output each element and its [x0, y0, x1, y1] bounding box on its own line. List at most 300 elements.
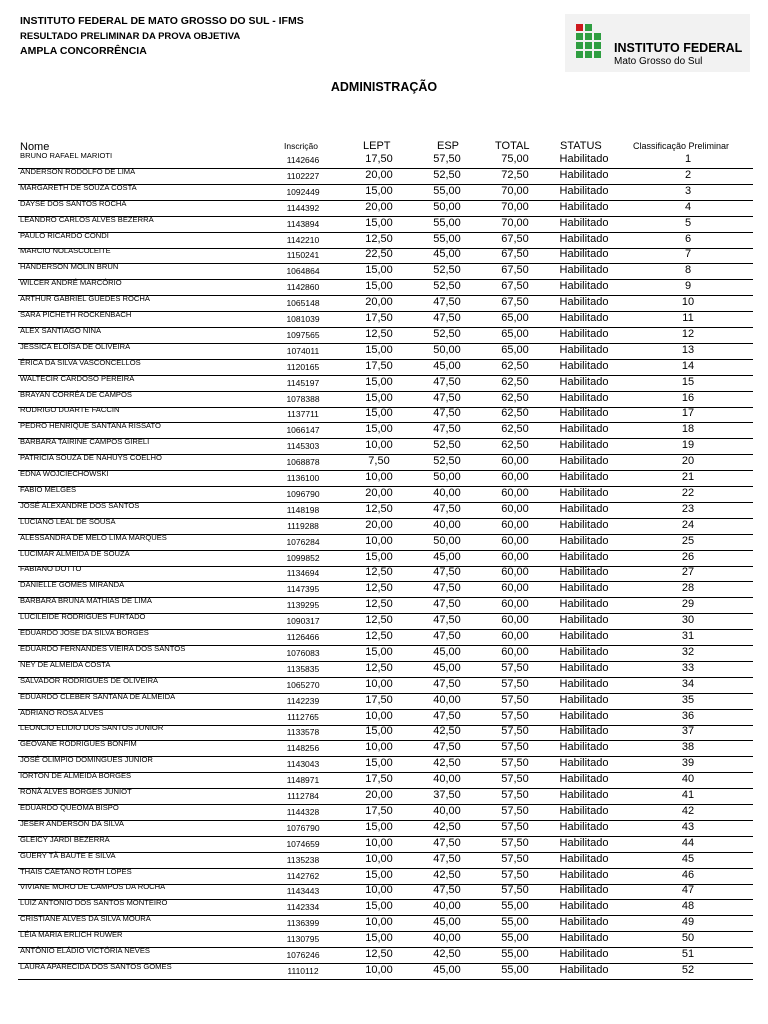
esp-score: 50,00	[433, 200, 461, 213]
lept-score: 10,00	[365, 963, 393, 976]
status-value: Habilitado	[559, 645, 609, 658]
total-score: 70,00	[501, 184, 529, 197]
lept-score: 15,00	[365, 375, 393, 388]
total-score: 75,00	[501, 153, 529, 165]
logo-square	[594, 42, 601, 49]
total-score: 67,50	[501, 248, 529, 261]
status-value: Habilitado	[559, 566, 609, 579]
esp-score: 40,00	[433, 804, 461, 817]
classification-rank: 32	[681, 645, 695, 658]
total-score: 60,00	[501, 566, 529, 579]
esp-score: 42,50	[433, 757, 461, 770]
inscricao-number: 1112784	[287, 791, 319, 801]
status-value: Habilitado	[559, 868, 609, 881]
status-value: Habilitado	[559, 407, 609, 420]
lept-score: 12,50	[365, 948, 393, 960]
status-value: Habilitado	[559, 296, 609, 309]
category-label: AMPLA CONCORRÊNCIA	[20, 45, 147, 57]
col-name: Nome	[20, 141, 50, 153]
candidate-name: LUCIANO LEAL DE SOUSA	[20, 516, 116, 526]
lept-score: 15,00	[365, 184, 393, 197]
esp-score: 45,00	[433, 916, 461, 929]
lept-score: 22,50	[365, 248, 393, 261]
table-row	[18, 915, 753, 932]
inscricao-number: 1148256	[286, 743, 320, 754]
status-value: Habilitado	[559, 693, 609, 706]
candidate-name: ALESSANDRA DE MELO LIMA MARQUES	[20, 532, 167, 542]
esp-score: 47,50	[433, 423, 461, 436]
esp-score: 40,00	[433, 773, 461, 786]
lept-score: 12,50	[365, 598, 393, 611]
classification-rank: 30	[681, 614, 695, 627]
candidate-name: PAULO RICARDO CONDI	[20, 230, 109, 240]
inscricao-number: 1092449	[286, 186, 320, 197]
table-row	[18, 263, 753, 280]
total-score: 60,00	[501, 486, 529, 499]
total-score: 60,00	[501, 502, 529, 515]
lept-score: 20,00	[365, 789, 393, 801]
lept-score: 20,00	[365, 168, 393, 181]
lept-score: 15,00	[365, 391, 393, 404]
esp-score: 47,50	[433, 598, 461, 611]
classification-rank: 40	[681, 773, 695, 786]
esp-score: 47,50	[433, 741, 461, 754]
esp-score: 47,50	[433, 677, 461, 690]
status-value: Habilitado	[559, 280, 609, 293]
inscricao-number: 1076790	[286, 822, 320, 833]
page-title: ADMINISTRAÇÃO	[330, 80, 438, 94]
status-value: Habilitado	[559, 709, 609, 722]
candidate-name: DAYSE DOS SANTOS ROCHA	[20, 198, 127, 208]
inscricao-number: 1136100	[286, 473, 320, 483]
classification-rank: 3	[684, 184, 692, 197]
status-value: Habilitado	[559, 200, 609, 213]
classification-rank: 4	[684, 200, 692, 213]
esp-score: 55,00	[433, 184, 461, 197]
lept-score: 17,50	[365, 153, 393, 165]
total-score: 70,00	[501, 216, 529, 229]
classification-rank: 11	[682, 312, 694, 324]
lept-score: 20,00	[365, 518, 393, 531]
esp-score: 47,50	[433, 709, 461, 722]
classification-rank: 17	[681, 407, 695, 420]
logo-square	[576, 51, 583, 58]
candidate-name: EDUARDO FERNANDES VIEIRA DOS SANTOS	[20, 643, 186, 653]
candidate-name: THAIS CAETANO ROTH LOPES	[20, 866, 132, 876]
status-value: Habilitado	[559, 614, 609, 627]
classification-rank: 42	[681, 804, 695, 817]
inscricao-number: 1068878	[286, 457, 320, 468]
lept-score: 20,00	[365, 486, 393, 499]
status-value: Habilitado	[559, 423, 609, 436]
inscricao-number: 1148971	[286, 775, 320, 786]
candidate-name: ARTHUR GABRIEL GUEDES ROCHA	[20, 294, 150, 304]
status-value: Habilitado	[559, 391, 609, 404]
inscricao-number: 1076284	[286, 536, 320, 547]
candidate-name: WALTECIR CARDOSO PEREIRA	[20, 373, 135, 383]
lept-score: 17,50	[365, 359, 393, 372]
status-value: Habilitado	[559, 232, 609, 245]
status-value: Habilitado	[559, 884, 609, 897]
esp-score: 52,50	[433, 327, 461, 340]
table-row	[18, 247, 753, 264]
lept-score: 15,00	[365, 757, 393, 770]
status-value: Habilitado	[559, 963, 609, 976]
classification-rank: 9	[684, 280, 692, 293]
lept-score: 17,50	[365, 693, 393, 706]
lept-score: 17,50	[365, 804, 393, 817]
inscricao-number: 1143894	[286, 218, 320, 229]
classification-rank: 10	[681, 296, 695, 309]
status-value: Habilitado	[559, 455, 609, 468]
total-score: 57,50	[501, 836, 529, 849]
inscricao-number: 1142646	[286, 155, 320, 165]
candidate-name: ADRIANO ROSA ALVES	[20, 707, 104, 717]
classification-rank: 8	[684, 264, 692, 277]
classification-rank: 52	[681, 963, 695, 976]
col-esp: ESP	[437, 140, 460, 152]
status-value: Habilitado	[559, 264, 609, 277]
esp-score: 40,00	[433, 900, 461, 913]
status-value: Habilitado	[559, 216, 609, 229]
esp-score: 47,50	[433, 614, 461, 627]
candidate-name: DANIELLE GOMES MIRANDA	[20, 580, 125, 590]
classification-rank: 44	[681, 836, 695, 849]
esp-score: 42,50	[433, 820, 461, 833]
logo-square	[576, 42, 583, 49]
classification-rank: 27	[681, 566, 695, 579]
status-value: Habilitado	[559, 153, 609, 165]
logo-square	[576, 33, 583, 40]
logo-line2: Mato Grosso do Sul	[614, 56, 703, 67]
candidate-name: BRAYAN CORRÊA DE CAMPOS	[20, 389, 132, 399]
classification-rank: 28	[681, 582, 695, 595]
candidate-name: EDUARDO QUEOMA BISPO	[20, 802, 119, 812]
esp-score: 40,00	[433, 693, 461, 706]
total-score: 62,50	[501, 391, 529, 404]
status-value: Habilitado	[559, 168, 609, 181]
status-value: Habilitado	[559, 948, 609, 960]
total-score: 57,50	[501, 677, 529, 690]
candidate-name: JESSICA ELOÍSA DE OLIVEIRA	[20, 341, 131, 351]
esp-score: 42,50	[433, 868, 461, 881]
candidate-name: BARBARA TAIRINE CAMPOS GIRELI	[20, 437, 150, 447]
inscricao-number: 1119288	[287, 520, 319, 531]
candidate-name: PEDRO HENRIQUE SANTANA RISSATO	[20, 421, 161, 431]
classification-rank: 15	[681, 375, 695, 388]
status-value: Habilitado	[559, 916, 609, 929]
esp-score: 52,50	[433, 439, 461, 452]
logo-square	[585, 42, 592, 49]
inscricao-number: 1078388	[286, 393, 320, 404]
table-row	[18, 645, 753, 662]
status-value: Habilitado	[559, 359, 609, 372]
col-lept: LEPT	[363, 140, 391, 152]
candidate-name: GUERY TÃ BAUTE E SILVA	[20, 850, 116, 860]
total-score: 62,50	[501, 375, 529, 388]
candidate-name: MARCIO NOLASCOLEITE	[20, 246, 111, 256]
lept-score: 10,00	[365, 471, 393, 483]
status-value: Habilitado	[559, 820, 609, 833]
lept-score: 17,50	[365, 773, 393, 786]
inscricao-number: 1110112	[287, 965, 319, 976]
inscricao-number: 1065270	[286, 679, 320, 690]
candidate-name: RODRIGO DUARTE FACCIN	[20, 405, 120, 415]
ifms-logo	[565, 14, 750, 72]
inscricao-number: 1142334	[286, 902, 320, 913]
logo-square	[585, 24, 592, 31]
classification-rank: 25	[681, 534, 695, 547]
total-score: 55,00	[501, 963, 529, 976]
status-value: Habilitado	[559, 789, 609, 801]
total-score: 55,00	[501, 916, 529, 929]
table-row	[18, 788, 753, 805]
candidate-name: ANDERSON RODOLFO DE LIMA	[20, 166, 136, 176]
lept-score: 12,50	[365, 566, 393, 579]
candidate-name: LAURA APARECIDA DOS SANTOS GOMES	[20, 961, 172, 971]
classification-rank: 21	[681, 471, 695, 483]
candidate-name: FABIANO DOTTO	[20, 564, 82, 574]
classification-rank: 47	[681, 884, 695, 897]
lept-score: 12,50	[365, 502, 393, 515]
status-value: Habilitado	[559, 486, 609, 499]
candidate-name: JESER ANDERSON DA SILVA	[20, 818, 124, 828]
esp-score: 47,50	[433, 582, 461, 595]
candidate-name: JOSÉ ALEXANDRE DOS SANTOS	[20, 500, 140, 510]
classification-rank: 12	[681, 327, 695, 340]
lept-score: 15,00	[365, 280, 393, 293]
classification-rank: 2	[684, 168, 692, 181]
esp-score: 47,50	[433, 566, 461, 579]
candidate-name: EDUARDO CLEBER SANTANA DE ALMEIDA	[20, 691, 176, 701]
total-score: 57,50	[501, 693, 529, 706]
classification-rank: 23	[681, 502, 695, 515]
lept-score: 10,00	[365, 916, 393, 929]
total-score: 60,00	[501, 582, 529, 595]
lept-score: 15,00	[365, 868, 393, 881]
candidate-name: SARA PICHETH ROCKENBACH	[20, 310, 132, 319]
lept-score: 15,00	[365, 725, 393, 738]
logo-square	[594, 51, 601, 58]
total-score: 55,00	[501, 900, 529, 913]
candidate-name: EDNA WOJCIECHOWSKI	[20, 469, 109, 478]
inscricao-number: 1150241	[286, 250, 320, 261]
classification-rank: 43	[681, 820, 695, 833]
candidate-name: JOSÉ OLIMPIO DOMINGUES JUNIOR	[20, 755, 153, 765]
classification-rank: 7	[684, 248, 692, 261]
classification-rank: 51	[681, 948, 695, 960]
table-row	[18, 391, 753, 408]
esp-score: 45,00	[433, 248, 461, 261]
candidate-name: LUCILEIDE RODRIGUES FURTADO	[20, 612, 146, 622]
table-row	[18, 804, 753, 821]
col-total: TOTAL	[495, 140, 530, 152]
result-title: RESULTADO PRELIMINAR DA PROVA OBJETIVA	[20, 31, 241, 42]
classification-rank: 37	[681, 725, 695, 738]
logo-square	[585, 51, 592, 58]
inscricao-number: 1142239	[286, 695, 320, 706]
inscricao-number: 1142762	[286, 870, 320, 881]
total-score: 62,50	[501, 359, 529, 372]
table-row	[18, 550, 753, 567]
status-value: Habilitado	[559, 757, 609, 770]
inscricao-number: 1066147	[286, 425, 320, 436]
classification-rank: 45	[681, 852, 695, 865]
inscricao-number: 1135238	[286, 854, 320, 865]
candidate-name: FABIO MELGES	[20, 484, 77, 494]
esp-score: 55,00	[433, 232, 461, 245]
inscricao-number: 1145197	[286, 377, 320, 388]
total-score: 60,00	[501, 471, 529, 483]
lept-score: 12,50	[365, 614, 393, 627]
esp-score: 47,50	[433, 884, 461, 897]
inscricao-number: 1130795	[286, 934, 320, 945]
status-value: Habilitado	[559, 534, 609, 547]
candidate-name: WILCER ANDRÉ MARCÓRIO	[20, 278, 122, 288]
inscricao-number: 1139295	[286, 600, 320, 611]
classification-rank: 6	[684, 232, 692, 245]
table-row	[18, 184, 753, 201]
total-score: 67,50	[501, 232, 529, 245]
status-value: Habilitado	[559, 773, 609, 786]
status-value: Habilitado	[559, 343, 609, 356]
total-score: 60,00	[501, 614, 529, 627]
logo-square	[594, 33, 601, 40]
candidate-name: GEOVANE RODRIGUES BONFIM	[20, 739, 137, 749]
inscricao-number: 1142860	[286, 282, 320, 293]
lept-score: 10,00	[365, 534, 393, 547]
total-score: 55,00	[501, 932, 529, 945]
status-value: Habilitado	[559, 836, 609, 849]
institution-name: INSTITUTO FEDERAL DE MATO GROSSO DO SUL - IFMS	[20, 15, 304, 27]
classification-rank: 13	[681, 343, 695, 356]
candidate-name: IORTON DE ALMEIDA BORGES	[20, 771, 132, 781]
table-row	[18, 216, 753, 233]
status-value: Habilitado	[559, 502, 609, 515]
logo-square	[585, 33, 592, 40]
total-score: 65,00	[501, 327, 529, 340]
esp-score: 45,00	[433, 550, 461, 563]
inscricao-number: 1136399	[286, 918, 320, 929]
total-score: 60,00	[501, 534, 529, 547]
table-row	[18, 502, 753, 519]
total-score: 60,00	[501, 518, 529, 531]
total-score: 57,50	[501, 741, 529, 754]
total-score: 57,50	[501, 709, 529, 722]
inscricao-number: 1081039	[286, 314, 320, 324]
lept-score: 15,00	[365, 550, 393, 563]
inscricao-number: 1096790	[286, 488, 320, 499]
status-value: Habilitado	[559, 550, 609, 563]
classification-rank: 26	[681, 550, 695, 563]
esp-score: 45,00	[433, 963, 461, 976]
col-classificacao: Classificação Preliminar	[633, 141, 730, 151]
table-row	[18, 565, 753, 582]
lept-score: 10,00	[365, 884, 393, 897]
classification-rank: 20	[681, 455, 695, 468]
inscricao-number: 1074011	[286, 345, 320, 356]
inscricao-number: 1090317	[286, 616, 320, 627]
lept-score: 10,00	[365, 836, 393, 849]
lept-score: 15,00	[365, 645, 393, 658]
esp-score: 47,50	[433, 630, 461, 642]
inscricao-number: 1137711	[287, 409, 319, 420]
lept-score: 20,00	[365, 200, 393, 213]
total-score: 60,00	[501, 645, 529, 658]
total-score: 70,00	[501, 200, 529, 213]
total-score: 57,50	[501, 820, 529, 833]
candidate-name: NEY DE ALMEIDA COSTA	[20, 659, 111, 669]
inscricao-number: 1076083	[286, 647, 320, 658]
lept-score: 15,00	[365, 820, 393, 833]
total-score: 57,50	[501, 773, 529, 786]
classification-rank: 1	[684, 153, 692, 165]
esp-score: 47,50	[433, 375, 461, 388]
inscricao-number: 1102227	[286, 170, 320, 181]
esp-score: 47,50	[433, 502, 461, 515]
esp-score: 45,00	[433, 359, 461, 372]
classification-rank: 46	[681, 868, 695, 881]
candidate-name: LUCIMAR ALMEIDA DE SOUZA	[20, 548, 130, 558]
status-value: Habilitado	[559, 439, 609, 452]
col-status: STATUS	[560, 140, 602, 152]
total-score: 62,50	[501, 439, 529, 452]
lept-score: 15,00	[365, 343, 393, 356]
candidate-name: VIVIANE MORO DE CAMPOS DA ROCHA	[20, 882, 166, 892]
inscricao-number: 1145303	[286, 441, 320, 452]
inscricao-number: 1112765	[287, 711, 319, 722]
classification-rank: 16	[681, 391, 695, 404]
candidate-name: MARGARETH DE SOUZA COSTA	[20, 182, 137, 192]
esp-score: 50,00	[433, 471, 461, 483]
lept-score: 15,00	[365, 932, 393, 945]
total-score: 57,50	[501, 884, 529, 897]
esp-score: 37,50	[433, 789, 461, 801]
classification-rank: 50	[681, 932, 695, 945]
candidate-name: RONÃ ALVES BORGES JUNIOT	[20, 787, 132, 796]
esp-score: 52,50	[433, 168, 461, 181]
total-score: 57,50	[501, 852, 529, 865]
status-value: Habilitado	[559, 471, 609, 483]
total-score: 62,50	[501, 407, 529, 420]
table-row	[18, 820, 753, 837]
esp-score: 47,50	[433, 852, 461, 865]
lept-score: 15,00	[365, 216, 393, 229]
status-value: Habilitado	[559, 677, 609, 690]
table-row	[18, 311, 753, 328]
status-value: Habilitado	[559, 518, 609, 531]
status-value: Habilitado	[559, 661, 609, 674]
esp-score: 42,50	[433, 725, 461, 738]
status-value: Habilitado	[559, 582, 609, 595]
lept-score: 10,00	[365, 741, 393, 754]
candidate-name: LUIZ ANTONIO DOS SANTOS MONTEIRO	[20, 898, 168, 908]
status-value: Habilitado	[559, 630, 609, 642]
lept-score: 10,00	[365, 852, 393, 865]
lept-score: 10,00	[365, 439, 393, 452]
inscricao-number: 1144392	[286, 202, 320, 213]
lept-score: 10,00	[365, 709, 393, 722]
total-score: 67,50	[501, 264, 529, 277]
total-score: 57,50	[501, 804, 529, 817]
esp-score: 45,00	[433, 645, 461, 658]
inscricao-number: 1135835	[286, 663, 320, 674]
candidate-name: EDUARDO JOSE DA SILVA BORGES	[20, 628, 149, 637]
status-value: Habilitado	[559, 248, 609, 261]
inscricao-number: 1133578	[286, 727, 320, 738]
table-row	[18, 963, 753, 980]
classification-rank: 35	[681, 693, 695, 706]
